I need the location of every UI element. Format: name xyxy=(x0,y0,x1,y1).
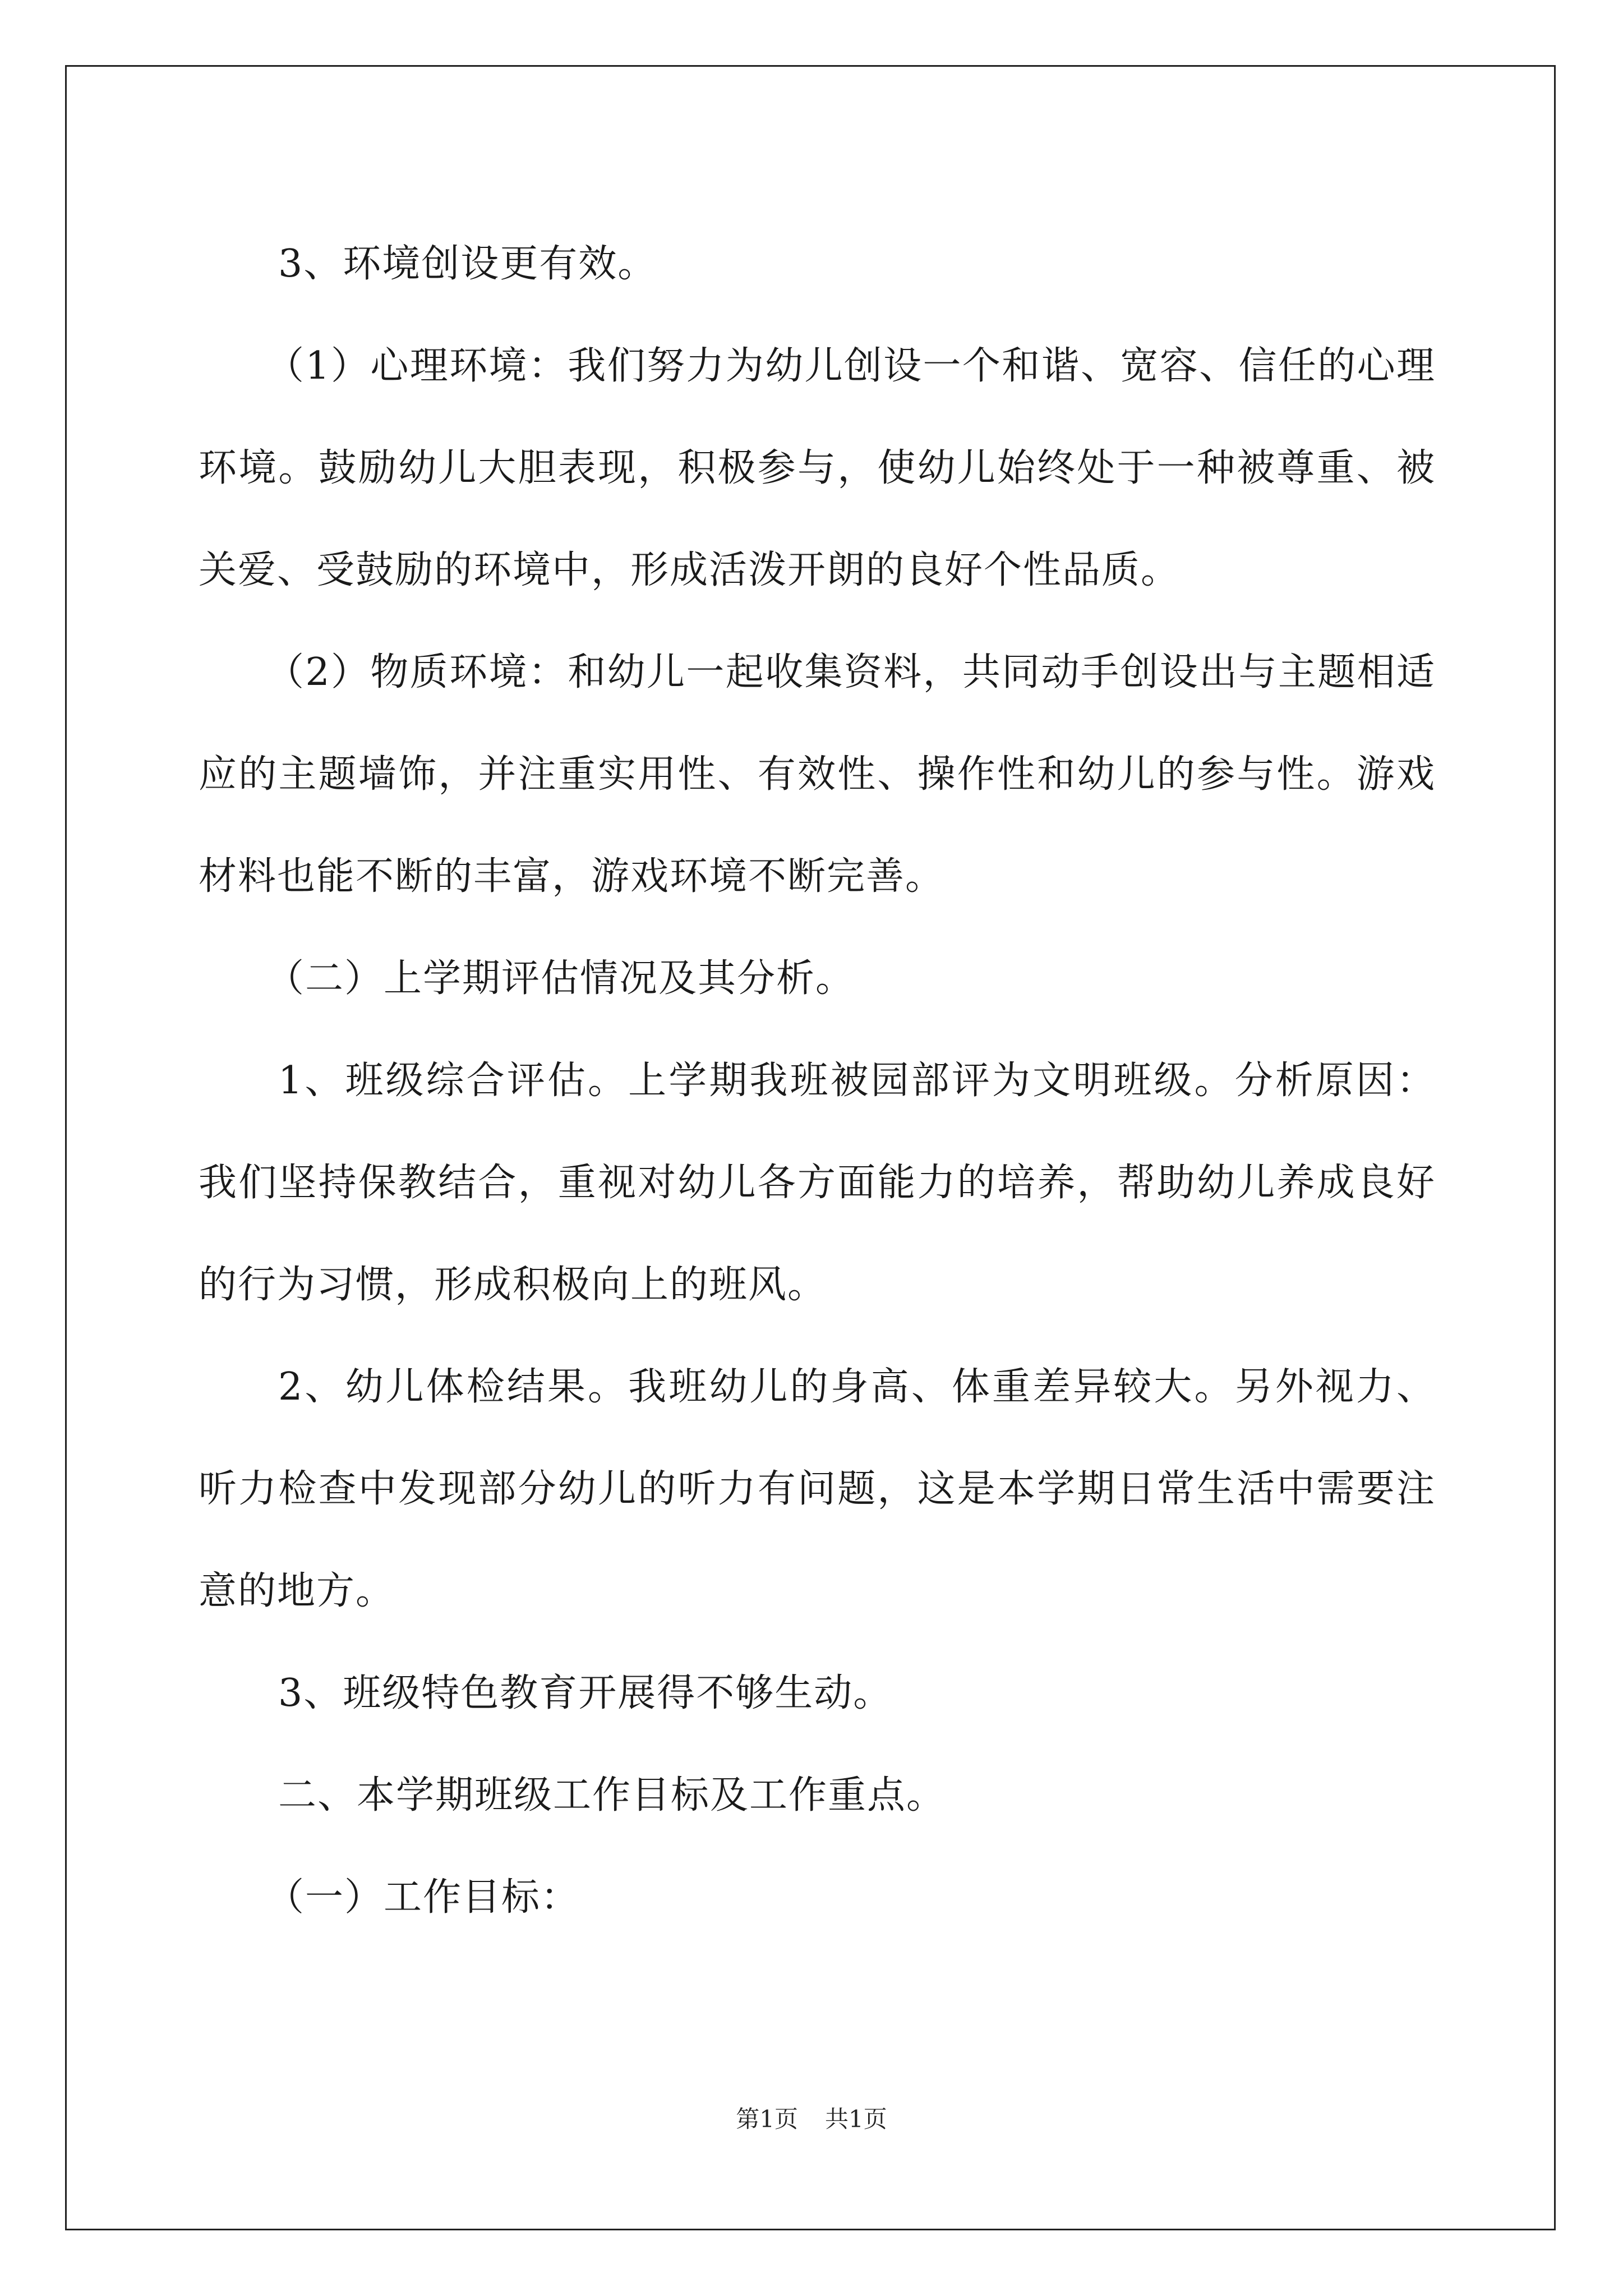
page-number: 第1页 xyxy=(736,2105,798,2133)
document-body xyxy=(199,213,1436,1949)
paragraph-health-check: 2、幼儿体检结果。我班幼儿的身高、体重差异较大。另外视力、听力检查中发现部分幼儿的听力有问题，这是本学期日常生活中需要注意的地方。 xyxy=(199,1365,1436,1613)
page-footer xyxy=(0,2102,1623,2136)
page-total: 共1页 xyxy=(825,2105,887,2133)
paragraph-work-goals: （一）工作目标： xyxy=(266,1875,580,1920)
paragraph-eval-heading: （二）上学期评估情况及其分析。 xyxy=(266,956,855,1001)
paragraph-env-heading: 3、环境创设更有效。 xyxy=(278,242,657,286)
paragraph-class-eval: 1、班级综合评估。上学期我班被园部评为文明班级。分析原因：我们坚持保教结合，重视对幼儿各方面能力的培养，帮助幼儿养成良好的行为习惯，形成积极向上的班风。 xyxy=(199,1059,1436,1307)
paragraph-material-env: （2）物质环境：和幼儿一起收集资料，共同动手创设出与主题相适应的主题墙饰，并注重实用性、有效性、操作性和幼儿的参与性。游戏材料也能不断的丰富，游戏环境不断完善。 xyxy=(199,650,1436,899)
paragraph-feature-edu: 3、班级特色教育开展得不够生动。 xyxy=(278,1671,893,1715)
paragraph-section-two: 二、本学期班级工作目标及工作重点。 xyxy=(278,1773,946,1818)
paragraph-psych-env: （1）心理环境：我们努力为幼儿创设一个和谐、宽容、信任的心理环境。鼓励幼儿大胆表现，积极参与，使幼儿始终处于一种被尊重、被关爱、受鼓励的环境中，形成活泼开朗的良好个性品质。 xyxy=(199,344,1436,592)
